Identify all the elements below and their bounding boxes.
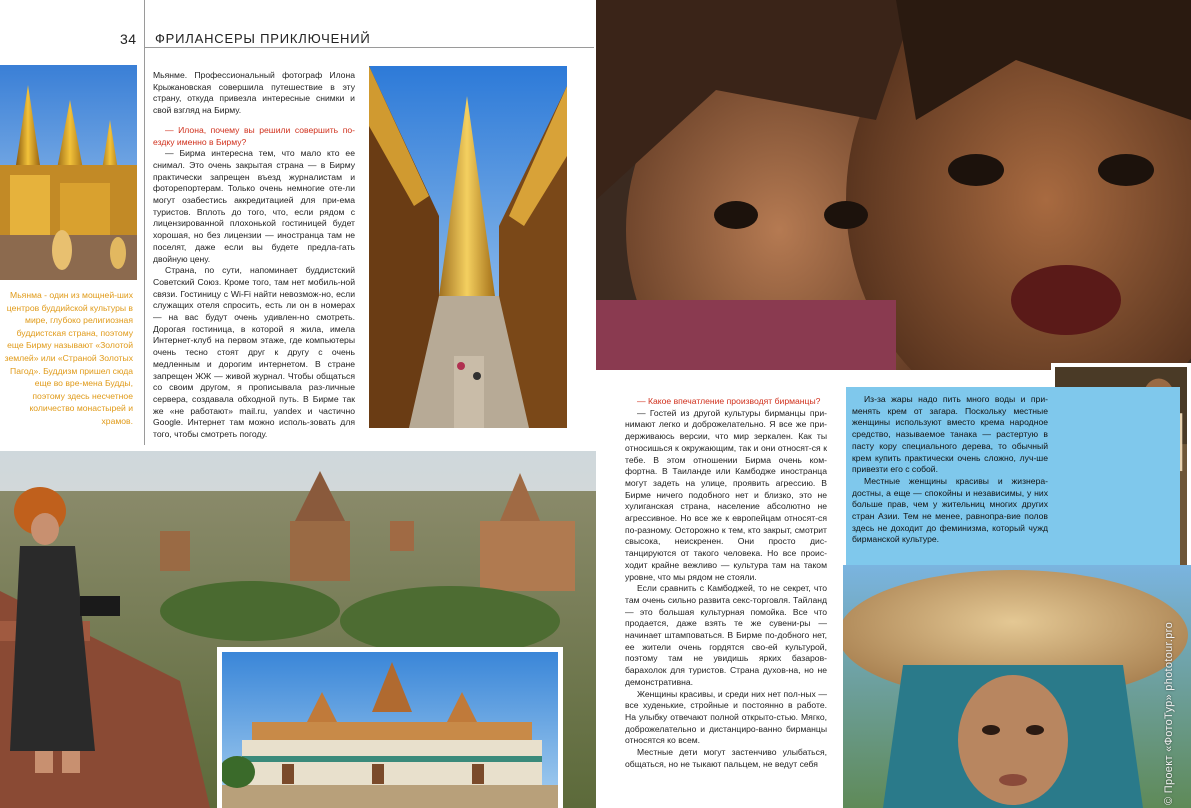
photo-credit: © Проект «ФотоТур» phototour.pro (1163, 621, 1175, 805)
paragraph: Если сравнить с Камбоджей, то не секрет, что там очень сильно развита секс-торговля. Тайланд — это большая культурная помойка. Все что продается, даже взять те же сувени-ры — начинает штамповаться. В Бирме по-добного нет, ее жители очень гордятся сво-ей культурой, поэтому там не увидишь ярких базаров-барахолок для туристов. Страна духов-на, но не демонстративна. (625, 583, 827, 687)
photo-palace (217, 647, 563, 808)
photo-girl-straw-hat (843, 565, 1191, 808)
page-number: 34 (120, 31, 137, 47)
article-column-1 (153, 70, 355, 441)
interview-question: — Какое впечатление производят бирманцы? (637, 396, 821, 406)
header-rule (144, 47, 594, 48)
photo-pagoda-corridor (369, 66, 567, 428)
article-column-2 (625, 396, 827, 771)
paragraph: Страна, по сути, напоминает буддистский Советский Союз. Кроме того, там нет мобиль-ной связи. Гостиницу с Wi-Fi найти невозмож-но, если служащих отеля спросить, есть ли он в номерах — на вас будут очень удивлен-но смотреть. Дорогая гостиница, в которой я жила, имела Интернет-клуб на первом этаже, где компьютеры очень тесно стоят друг к другу с очень медленным и дорогим интернетом. В стране запрещен ЖЖ — живой журнал. Чтобы общаться со своим другом, я прописывала раз-личные сервера, создавала обходной путь. В Бирме так же «не работают» mail.ru, yandex и частично Google. Интернет там можно исполь-зовать для того, чтобы смотреть погоду. (153, 265, 355, 440)
paragraph: Из-за жары надо пить много воды и при-менять крем от загара. Поскольку местные женщины используют вместо крема народное средство, называемое танака — растертую в пасту кору специального дерева, то обычный крем купить практически очень сложно, луч-ше привезти его с собой. (852, 394, 1048, 475)
sidebar-text (852, 394, 1048, 546)
paragraph: Местные дети могут застенчиво улыбаться, общаться, но не тыкают пальцем, не ведут себя (625, 747, 827, 769)
paragraph: Местные женщины красивы и жизнера-достны, а еще — спокойны и независимы, у них больше прав, чем у жительниц многих других стран Азии. Тем не менее, равнопра-вие полов здесь не доходит до феминизма, который чужд бирманской культуре. (852, 475, 1048, 545)
photo-caption: Мьянма - один из мощней-ших центров буддийской культуры в мире, глубоко религиозная буддистская страна, поэтому еще Бирму называют «Золотой землей» или «Страной Золотых Пагод». Буддизм пришел сюда еще во вре-мена Будды, поэтому здесь несчетное количество монастырей и храмов. (4, 290, 133, 426)
paragraph: — Бирма интересна тем, что мало кто ее снимал. Это очень закрытая страна — в Бирму практически запрещен въезд журналистам и фоторепортерам. Только очень немногие оте-ли могут озабестись аккредитацией для при-ема туристов. Вплоть до того, что, если рядом с лицензированной плохонькой гостиницей будет хорошая, но без лицензии — иностранца там не поселят, даже если вы будете предла-гать двойную цену. (153, 148, 355, 264)
paragraph: Мьянме. Профессиональный фотограф Илона Крыжановская совершила путешествие в эту страну, откуда привезла интересные снимки и свой взгляд на Бирму. (153, 70, 355, 116)
photo-golden-pagodas (0, 65, 137, 280)
photo-children-faces (596, 0, 1191, 370)
section-title: ФРИЛАНСЕРЫ ПРИКЛЮЧЕНИЙ (155, 31, 371, 46)
interview-question: — Илона, почему вы решили совершить по-ездку именно в Бирму? (153, 124, 355, 147)
paragraph: Женщины красивы, и среди них нет пол-ных — все худенькие, стройные и постоянно в работе. На улыбку отвечают полной открыто-стью. Мягко, доброжелательно и дистанциро-ванно бирманцы относятся ко всем. (625, 688, 827, 746)
paragraph: — Гостей из другой культуры бирманцы при-нимают легко и доброжелательно. Я все же при-держиваюсь версии, что мир зеркален. Как ты относишься к окружающим, так и они относят-ся к тебе. В этом отношении Бирма очень ком-фортна. В Таиланде или Камбодже иностранца могут задеть на улице, проявить агрессию. В Бирме ничего подобного нет и близко, это не хулиганская страна, население абсолютно не агрессивное. Но все же к европейцам относят-ся по-разному. Осторожно к тем, кто закрыт, смотрит свысока, неискренен. Они просто дис-танцируются от такого человека. Но все проис-ходит крайне вежливо — культура там на таком уровне, что мы рядом не стояли. (625, 407, 827, 582)
vertical-rule (144, 0, 145, 445)
